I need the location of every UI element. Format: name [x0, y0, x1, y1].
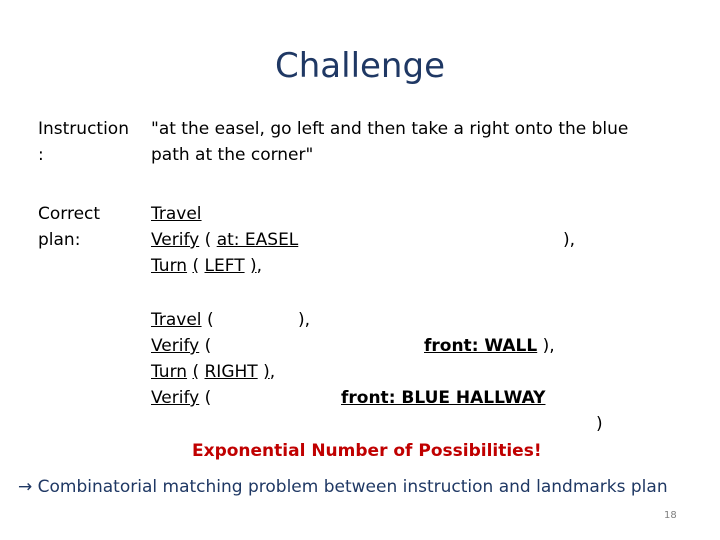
plan-step-open-paren: (: [204, 230, 212, 250]
plan-step-verify-easel: [151, 227, 298, 253]
plan-step-verify-wall: [151, 333, 211, 359]
page-number: 18: [664, 510, 677, 521]
plan-step-turn-left: [151, 253, 262, 279]
plan-step-travel-action: Travel: [151, 204, 202, 224]
plan-step-close-paren: ): [596, 414, 603, 434]
plan-step-open-paren: (: [192, 362, 200, 382]
plan-step-arg-group: [424, 333, 555, 359]
plan-step-close-paren: ),: [542, 336, 555, 356]
plan-step-action: Verify: [151, 336, 200, 356]
plan-step-arg: front: BLUE HALLWAY: [341, 388, 546, 408]
plan-step-turn-right: [151, 359, 275, 385]
plan-step-action: Travel: [151, 310, 202, 330]
plan-step-open-paren: (: [204, 388, 212, 408]
slide-title: Challenge: [275, 46, 445, 86]
plan-step-open-paren: (: [192, 256, 200, 276]
plan-step-close-paren: ),: [563, 230, 576, 250]
plan-step-arg: LEFT: [204, 256, 245, 276]
plan-step-close-paren: ): [263, 362, 270, 382]
instruction-label-line2: :: [38, 145, 44, 165]
conclusion-text: → Combinatorial matching problem between instruction and landmarks plan: [18, 477, 668, 497]
plan-step-verify-hallway: [151, 385, 211, 411]
plan-step-comma: ,: [256, 256, 263, 276]
plan-step-action: Verify: [151, 230, 200, 250]
plan-step-action: Turn: [151, 362, 188, 382]
plan-step-comma: ,: [269, 362, 276, 382]
plan-step-open-paren: (: [204, 336, 212, 356]
plan-step-travel-2: [151, 307, 214, 333]
plan-step-arg: front: WALL: [424, 336, 538, 356]
instruction-text-line1: "at the easel, go left and then take a right onto the blue: [151, 119, 629, 139]
instruction-label-line1: Instruction: [38, 119, 129, 139]
plan-step-close-paren: ),: [298, 310, 311, 330]
instruction-text-line2: path at the corner": [151, 145, 314, 165]
emphasis-text: Exponential Number of Possibilities!: [192, 441, 542, 461]
plan-step-open-paren: (: [206, 310, 214, 330]
plan-step-action: Verify: [151, 388, 200, 408]
plan-step-action: Turn: [151, 256, 188, 276]
plan-label-line2: plan:: [38, 230, 81, 250]
plan-label-line1: Correct: [38, 204, 101, 224]
plan-step-arg: at: EASEL: [216, 230, 299, 250]
plan-step-close-paren: ): [249, 256, 257, 276]
plan-step-arg: RIGHT: [204, 362, 258, 382]
